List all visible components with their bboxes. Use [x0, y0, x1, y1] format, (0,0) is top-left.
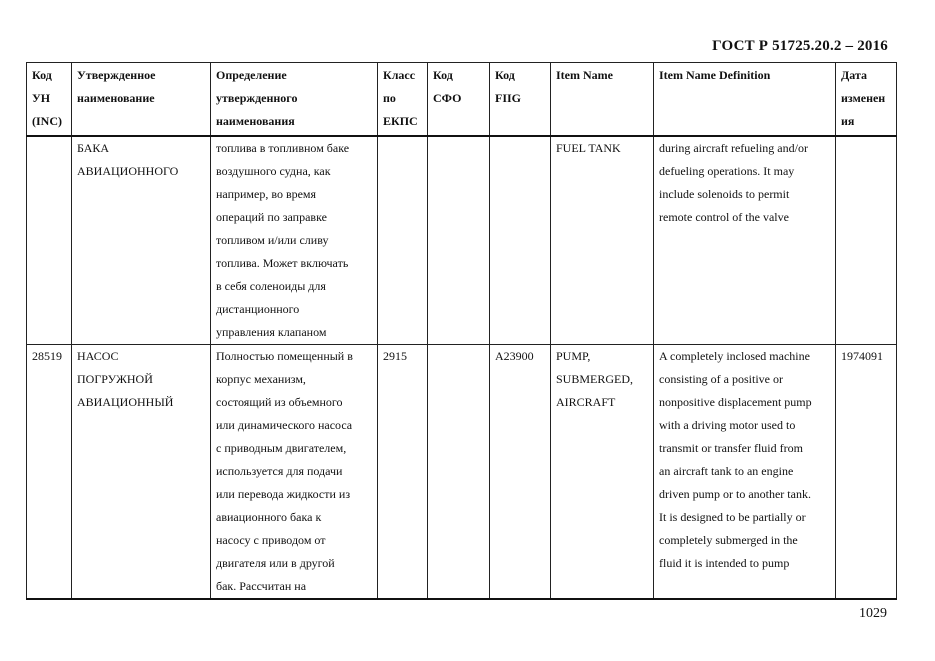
cell-fiig [490, 136, 551, 345]
cell-item-name: PUMP, SUBMERGED, AIRCRAFT [551, 345, 654, 600]
cell-item-name: FUEL TANK [551, 136, 654, 345]
cell-sfo [428, 345, 490, 600]
column-header-class: Класс по ЕКПС [378, 63, 428, 137]
document-title: ГОСТ Р 51725.20.2 – 2016 [712, 38, 888, 54]
column-header-approved-name: Утвержденное наименование [72, 63, 211, 137]
cell-approved-name: БАКА АВИАЦИОННОГО [72, 136, 211, 345]
cell-definition: топлива в топливном баке воздушного судна, как например, во время операций по заправке топливом и/или сливу топлива. Может включать в себя соленоиды для дистанционного управления клапаном [211, 136, 378, 345]
column-header-inc: Код УН (INC) [27, 63, 72, 137]
cell-sfo [428, 136, 490, 345]
page-number: 1029 [859, 606, 887, 621]
column-header-item-name: Item Name [551, 63, 654, 137]
cell-approved-name: НАСОС ПОГРУЖНОЙ АВИАЦИОННЫЙ [72, 345, 211, 600]
column-header-sfo: Код СФО [428, 63, 490, 137]
cell-class: 2915 [378, 345, 428, 600]
cell-date: 1974091 [836, 345, 897, 600]
table-header-row [27, 63, 897, 137]
cell-item-definition: A completely inclosed machine consisting of a positive or nonpositive displacement pump with a driving motor used to transmit or transfer fluid from an aircraft tank to an engine driven pump or to another tank. It is designed to be partially or completely submerged in the fluid it is intended to pump [654, 345, 836, 600]
column-header-date: Дата изменен ия [836, 63, 897, 137]
table-row [27, 345, 897, 600]
cell-definition: Полностью помещенный в корпус механизм, состоящий из объемного или динамического насоса с приводным двигателем, используется для подачи или перевода жидкости из авиационного бака к насосу с приводом от двигателя или в другой бак. Рассчитан на [211, 345, 378, 600]
cell-class [378, 136, 428, 345]
table-row [27, 136, 897, 345]
cell-item-definition: during aircraft refueling and/or defueling operations. It may include solenoids to permit remote control of the valve [654, 136, 836, 345]
cell-date [836, 136, 897, 345]
cell-fiig: A23900 [490, 345, 551, 600]
column-header-definition: Определение утвержденного наименования [211, 63, 378, 137]
column-header-item-definition: Item Name Definition [654, 63, 836, 137]
cell-inc [27, 136, 72, 345]
cell-inc: 28519 [27, 345, 72, 600]
column-header-fiig: Код FIIG [490, 63, 551, 137]
classification-table [26, 62, 897, 600]
